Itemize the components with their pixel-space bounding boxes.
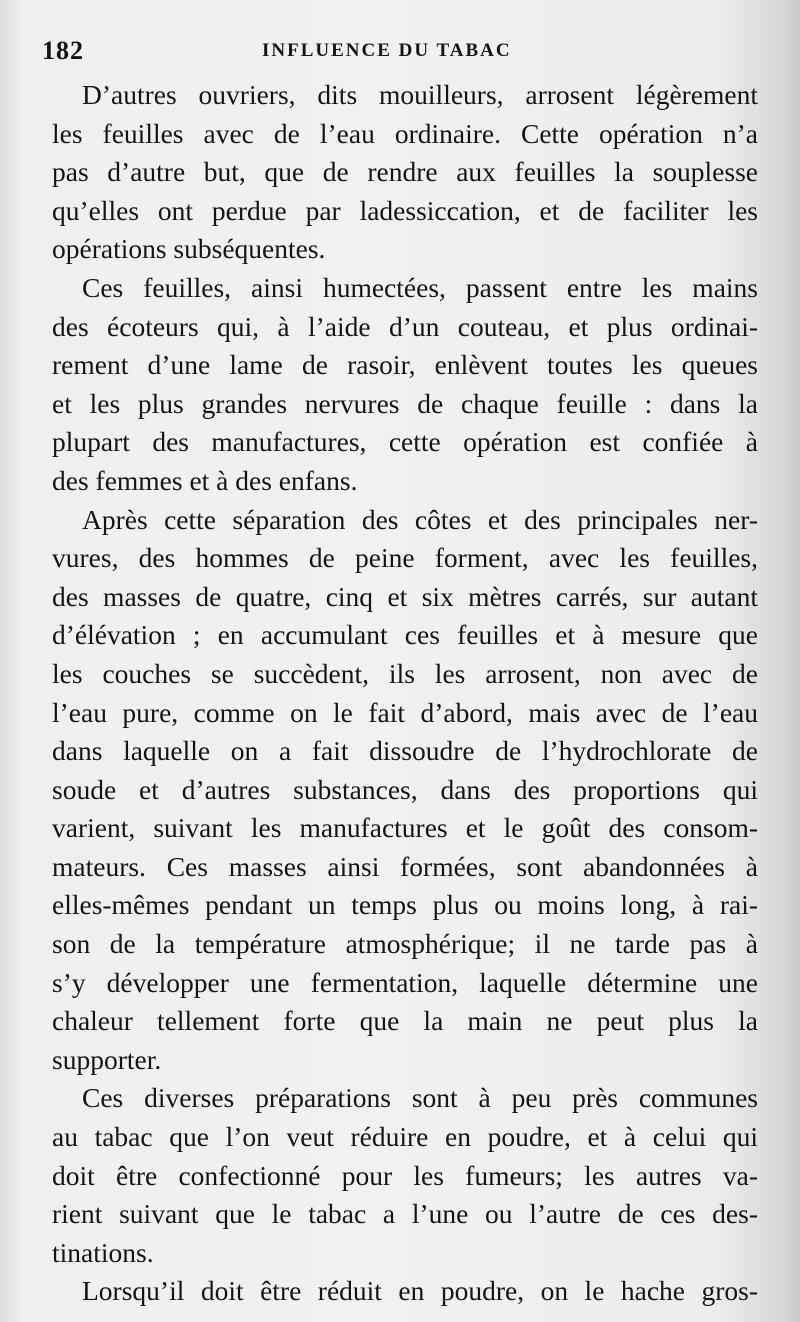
text-line: et les plus grandes nervures de chaque feuille : dans la bbox=[52, 387, 758, 419]
text-line: des femmes et à des enfans. bbox=[52, 464, 358, 496]
text-line: rement d’une lame de rasoir, enlèvent toutes les queues bbox=[52, 349, 758, 381]
text-line: opérations subséquentes. bbox=[52, 233, 326, 265]
text-line: Après cette séparation des côtes et des principales ner- bbox=[82, 503, 758, 535]
running-title: INFLUENCE DU TABAC bbox=[262, 40, 512, 61]
text-line: mateurs. Ces masses ainsi formées, sont abandonnées à bbox=[52, 850, 758, 882]
text-line: rient suivant que le tabac a l’une ou l’autre de ces des- bbox=[52, 1198, 758, 1230]
page-number: 182 bbox=[42, 36, 84, 65]
text-line: l’eau pure, comme on le fait d’abord, mais avec de l’eau bbox=[52, 696, 758, 728]
text-line: au tabac que l’on veut réduire en poudre, et à celui qui bbox=[52, 1121, 758, 1153]
text-line: les feuilles avec de l’eau ordinaire. Cette opération n’a bbox=[52, 117, 758, 149]
text-line: chaleur tellement forte que la main ne peut plus la bbox=[52, 1005, 758, 1037]
text-line: pas d’autre but, que de rendre aux feuilles la souplesse bbox=[52, 156, 758, 188]
text-line: varient, suivant les manufactures et le goût des consom- bbox=[52, 812, 758, 844]
text-line: son de la température atmosphérique; il ne tarde pas à bbox=[52, 928, 758, 960]
text-line: dans laquelle on a fait dissoudre de l’hydrochlorate de bbox=[52, 735, 758, 767]
text-line: Ces feuilles, ainsi humectées, passent entre les mains bbox=[82, 271, 758, 303]
text-line: des écoteurs qui, à l’aide d’un couteau, et plus ordinai- bbox=[52, 310, 758, 342]
text-line: tinations. bbox=[52, 1236, 154, 1268]
body-text bbox=[52, 76, 758, 1311]
text-line: supporter. bbox=[52, 1043, 162, 1075]
text-line: elles-mêmes pendant un temps plus ou moins long, à rai- bbox=[52, 889, 758, 921]
text-line: qu’elles ont perdue par ladessiccation, et de faciliter les bbox=[52, 194, 758, 226]
text-line: des masses de quatre, cinq et six mètres carrés, sur autant bbox=[52, 580, 758, 612]
text-line: Ces diverses préparations sont à peu près communes bbox=[82, 1082, 758, 1114]
text-line: d’élévation ; en accumulant ces feuilles et à mesure que bbox=[52, 619, 758, 651]
text-line: D’autres ouvriers, dits mouilleurs, arrosent légèrement bbox=[82, 79, 758, 110]
text-line: soude et d’autres substances, dans des proportions qui bbox=[52, 773, 758, 805]
text-line: les couches se succèdent, ils les arrosent, non avec de bbox=[52, 657, 758, 689]
running-header bbox=[42, 30, 750, 64]
text-line: s’y développer une fermentation, laquelle détermine une bbox=[52, 966, 758, 998]
text-line: vures, des hommes de peine forment, avec les feuilles, bbox=[52, 542, 758, 574]
text-line: doit être confectionné pour les fumeurs; les autres va- bbox=[52, 1159, 758, 1191]
text-line: Lorsqu’il doit être réduit en poudre, on le hache gros- bbox=[82, 1275, 758, 1307]
text-line: plupart des manufactures, cette opération est confiée à bbox=[52, 426, 758, 458]
